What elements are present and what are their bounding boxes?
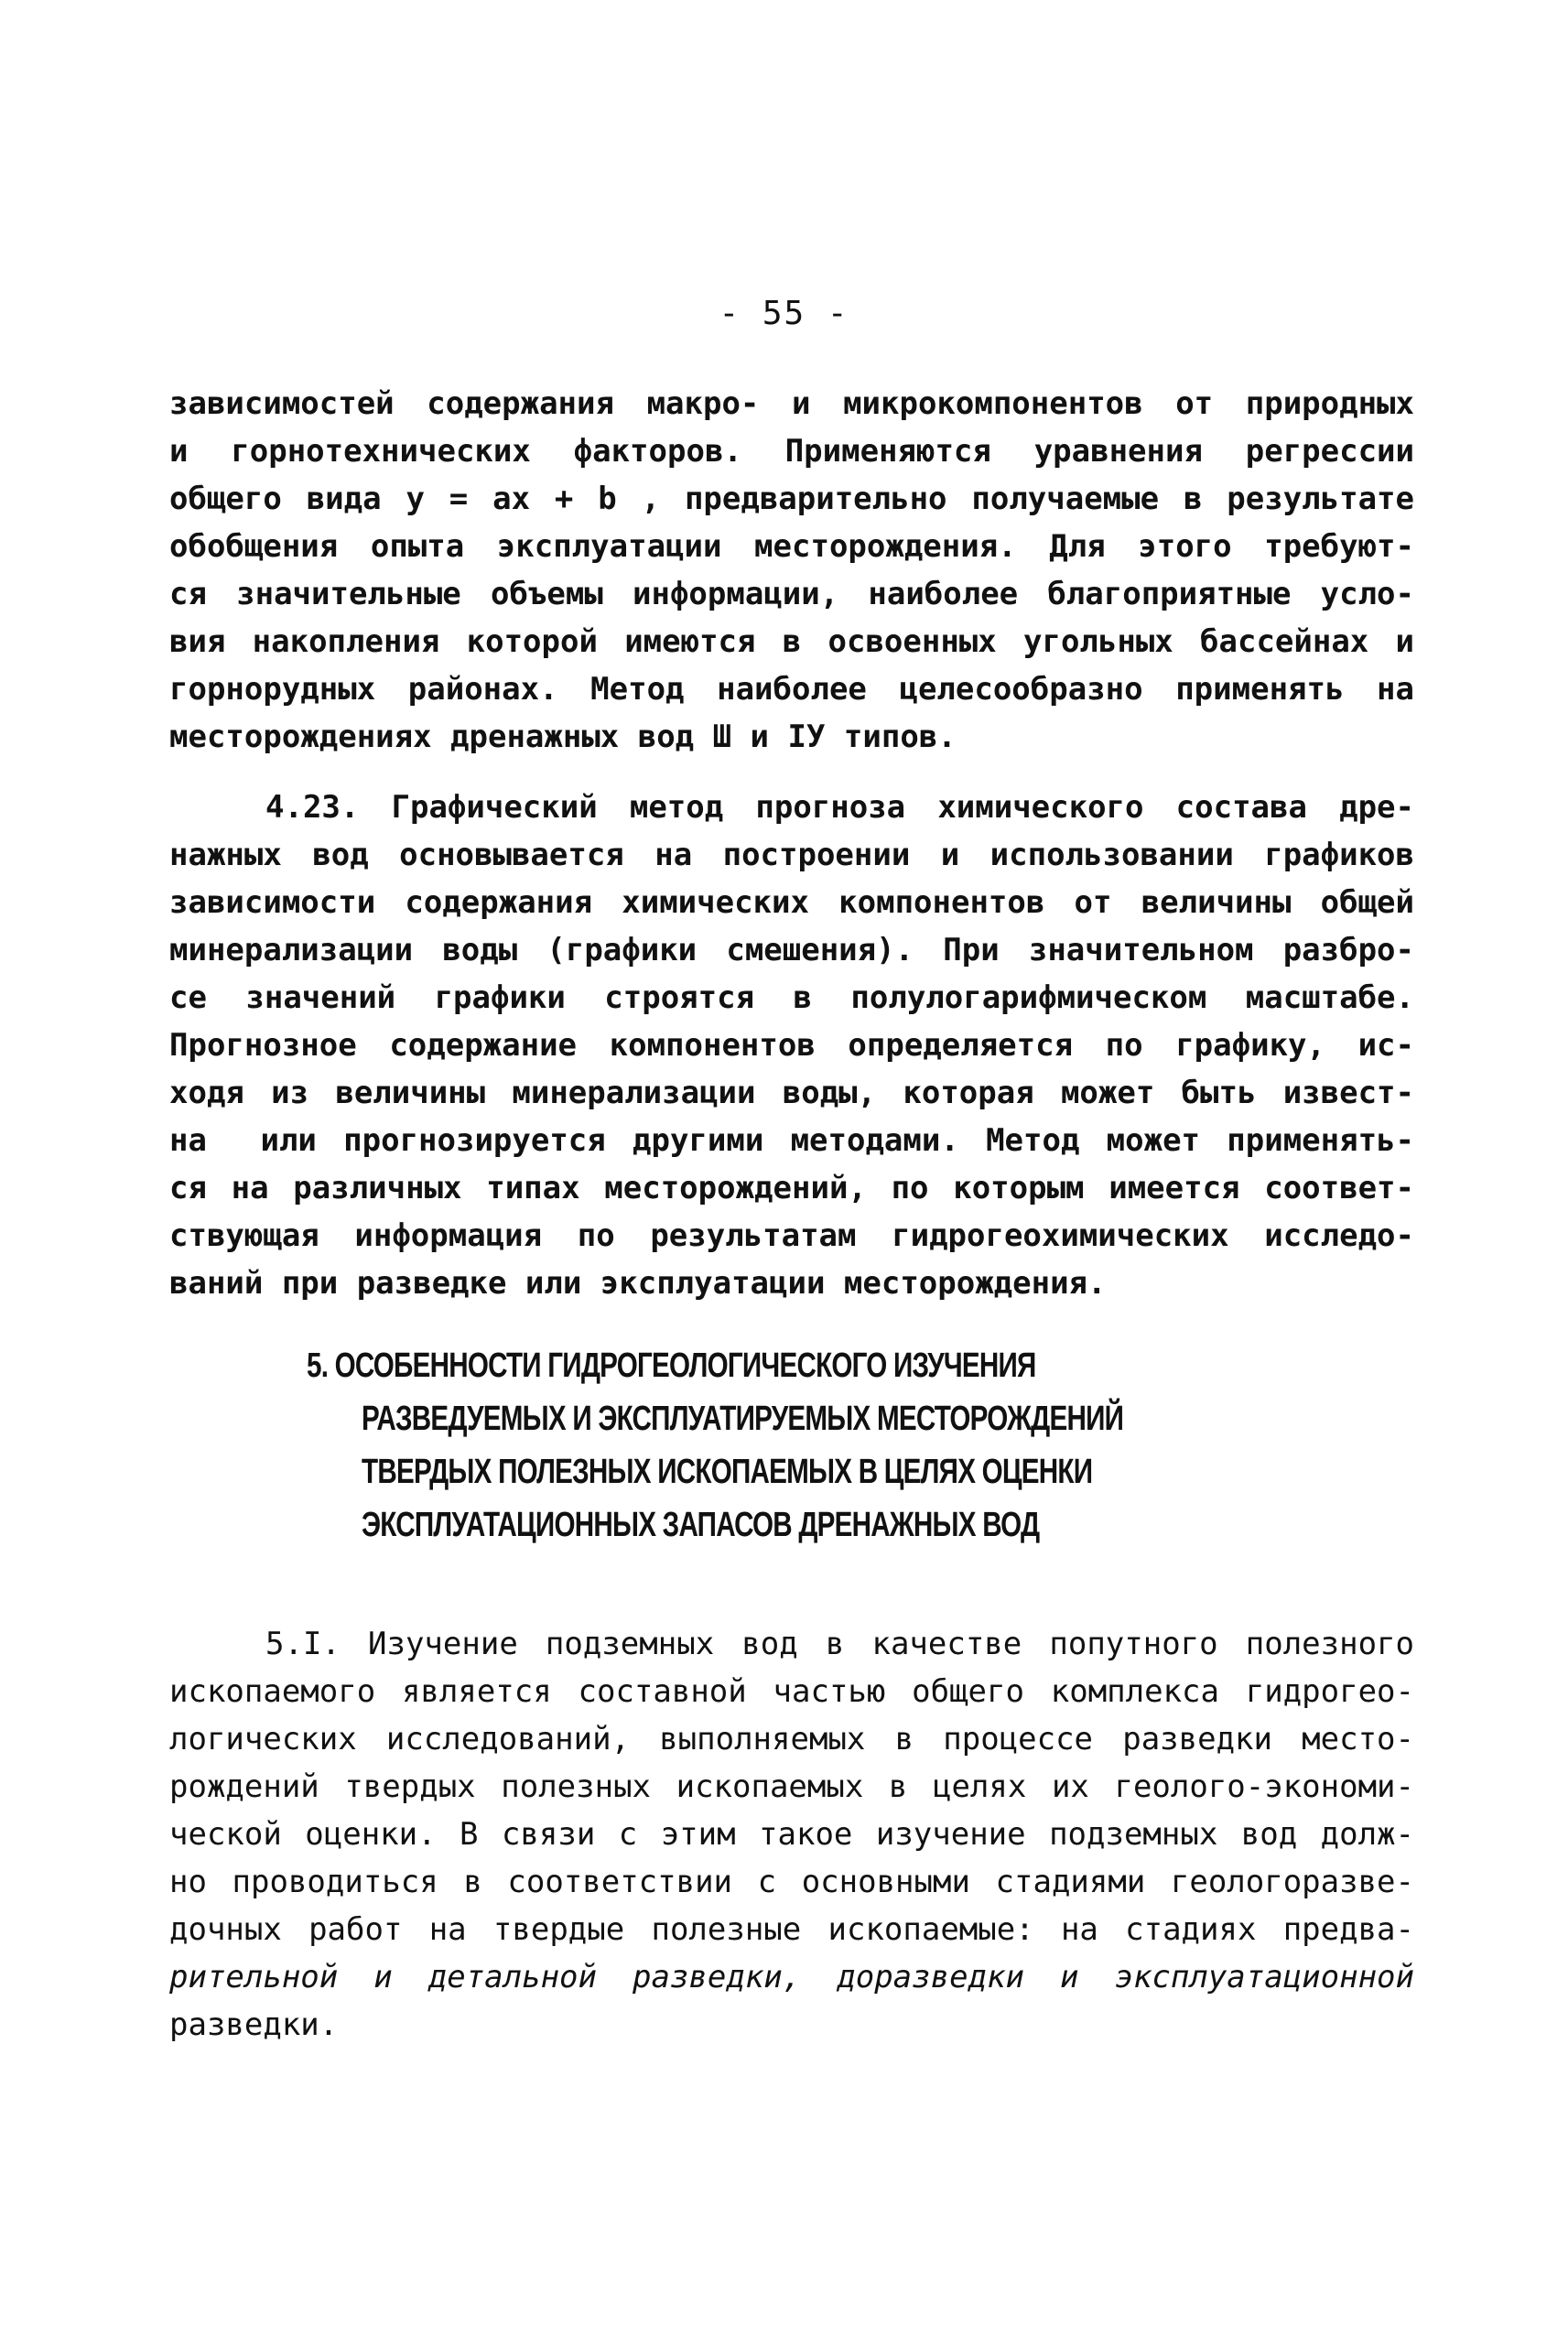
text-line: Прогнозное содержание компонентов определяется по графику, ис- bbox=[169, 1027, 1414, 1064]
heading-line: 5. ОСОБЕННОСТИ ГИДРОГЕОЛОГИЧЕСКОГО ИЗУЧЕНИЯ bbox=[307, 1346, 1036, 1385]
text-line: 5.I. Изучение подземных вод в качестве попутного полезного bbox=[265, 1626, 1414, 1662]
text-line: логических исследований, выполняемых в процессе разведки место- bbox=[169, 1721, 1414, 1757]
heading-line: ЭКСПЛУАТАЦИОННЫХ ЗАПАСОВ ДРЕНАЖНЫХ ВОД bbox=[362, 1506, 1040, 1544]
heading-line: РАЗВЕДУЕМЫХ И ЭКСПЛУАТИРУЕМЫХ МЕСТОРОЖДЕНИЙ bbox=[362, 1400, 1124, 1438]
text-line: ваний при разведке или эксплуатации месторождения. bbox=[169, 1265, 1107, 1302]
text-line: се значений графики строятся в полулогарифмическом масштабе. bbox=[169, 979, 1414, 1016]
text-line: вия накопления которой имеются в освоенных угольных бассейнах и bbox=[169, 623, 1414, 660]
text-line: ископаемого является составной частью общего комплекса гидрогео- bbox=[169, 1673, 1414, 1710]
text-line: общего вида y = ax + b , предварительно получаемые в результате bbox=[169, 481, 1414, 517]
text-line: и горнотехнических факторов. Применяются уравнения регрессии bbox=[169, 433, 1414, 470]
text-line: зависимостей содержания макро- и микрокомпонентов от природных bbox=[169, 385, 1414, 422]
text-line: рительной и детальной разведки, доразведки и эксплуатационной bbox=[169, 1959, 1414, 1995]
text-line: 4.23. Графический метод прогноза химического состава дре- bbox=[265, 789, 1414, 826]
text-line: зависимости содержания химических компонентов от величины общей bbox=[169, 884, 1414, 921]
text-line: горнорудных районах. Метод наиболее целесообразно применять на bbox=[169, 671, 1414, 708]
text-line: месторождениях дренажных вод Ш и IУ типов. bbox=[169, 719, 957, 755]
text-line: обобщения опыта эксплуатации месторождения. Для этого требуют- bbox=[169, 528, 1414, 565]
text-line: на или прогнозируется другими методами. Метод может применять- bbox=[169, 1122, 1414, 1159]
heading-line: ТВЕРДЫХ ПОЛЕЗНЫХ ИСКОПАЕМЫХ В ЦЕЛЯХ ОЦЕНКИ bbox=[362, 1453, 1093, 1491]
text-line: ся значительные объемы информации, наиболее благоприятные усло- bbox=[169, 576, 1414, 612]
text-line: ходя из величины минерализации воды, которая может быть извест- bbox=[169, 1075, 1414, 1111]
text-line: рождений твердых полезных ископаемых в целях их геолого-экономи- bbox=[169, 1768, 1414, 1805]
text-line: минерализации воды (графики смешения). При значительном разбро- bbox=[169, 932, 1414, 968]
text-line: но проводиться в соответствии с основными стадиями геологоразве- bbox=[169, 1864, 1414, 1900]
text-line: нажных вод основывается на построении и использовании графиков bbox=[169, 837, 1414, 873]
page-number: - 55 - bbox=[719, 295, 849, 332]
text-line: дочных работ на твердые полезные ископаемые: на стадиях предва- bbox=[169, 1911, 1414, 1948]
text-line: ческой оценки. В связи с этим такое изучение подземных вод долж- bbox=[169, 1816, 1414, 1853]
text-line: ствующая информация по результатам гидрогеохимических исследо- bbox=[169, 1217, 1414, 1254]
text-line: разведки. bbox=[169, 2006, 339, 2043]
text-line: ся на различных типах месторождений, по которым имеется соответ- bbox=[169, 1170, 1414, 1206]
